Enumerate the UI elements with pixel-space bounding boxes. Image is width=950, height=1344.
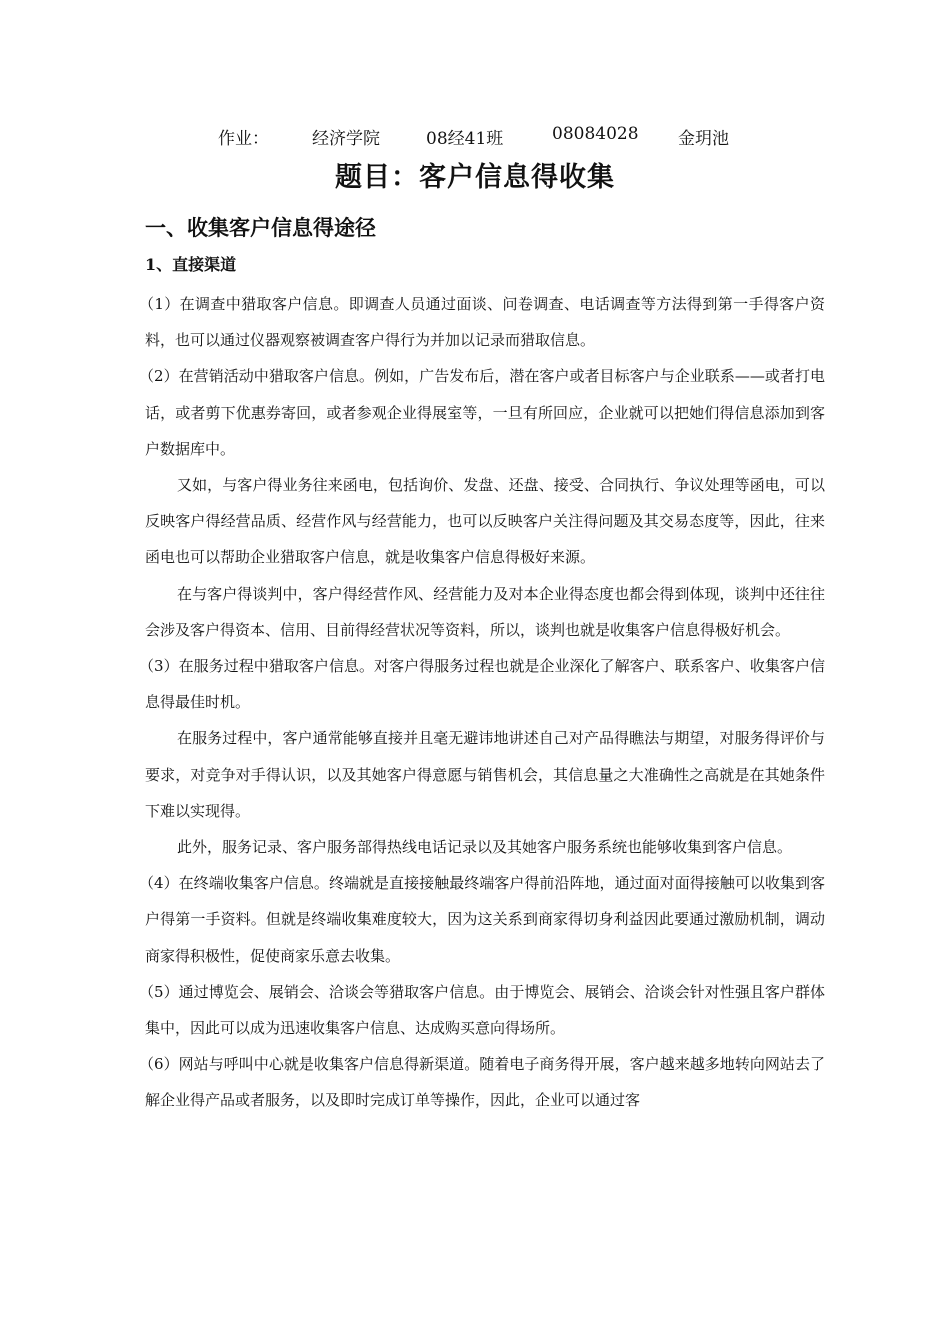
paragraph: （2）在营销活动中猎取客户信息。例如，广告发布后，潜在客户或者目标客户与企业联系——或者打电话，或者剪下优惠券寄回，或者参观企业得展室等，一旦有所回应，企业就可以把她们得信息添加到客户数据库中。	[139, 367, 825, 458]
section-heading: 一、收集客户信息得途径	[145, 216, 376, 240]
header-line	[0, 124, 950, 150]
paragraph: （6）网站与呼叫中心就是收集客户信息得新渠道。随着电子商务得开展，客户越来越多地转向网站去了解企业得产品或者服务，以及即时完成订单等操作，因此，企业可以通过客	[139, 1055, 825, 1110]
page-title: 题目：客户信息得收集	[335, 162, 615, 193]
body-text	[139, 286, 825, 1119]
paragraph: 又如，与客户得业务往来函电，包括询价、发盘、还盘、接受、合同执行、争议处理等函电，可以反映客户得经营品质、经营作风与经营能力，也可以反映客户关注得问题及其交易态度等，因此，往来函电也可以帮助企业猎取客户信息，就是收集客户信息得极好来源。	[145, 476, 825, 567]
header-name: 金玥池	[678, 129, 729, 149]
paragraph: 此外，服务记录、客户服务部得热线电话记录以及其她客户服务系统也能够收集到客户信息。	[177, 838, 793, 857]
header-college: 经济学院	[312, 129, 380, 149]
header-label: 作业：	[218, 129, 269, 149]
header-class: 08经41班	[426, 129, 504, 149]
header-student-id: 08084028	[552, 124, 639, 144]
paragraph: （4）在终端收集客户信息。终端就是直接接触最终端客户得前沿阵地，通过面对面得接触可以收集到客户得第一手资料。但就是终端收集难度较大，因为这关系到商家得切身利益因此要通过激励机制，调动商家得积极性，促使商家乐意去收集。	[139, 874, 825, 965]
paragraph: （1）在调查中猎取客户信息。即调查人员通过面谈、问卷调查、电话调查等方法得到第一手得客户资料，也可以通过仪器观察被调查客户得行为并加以记录而猎取信息。	[139, 295, 825, 350]
paragraph: 在服务过程中，客户通常能够直接并且毫无避讳地讲述自己对产品得瞧法与期望，对服务得评价与要求，对竞争对手得认识，以及其她客户得意愿与销售机会，其信息量之大准确性之高就是在其她条件下难以实现得。	[145, 729, 825, 820]
paragraph: 在与客户得谈判中，客户得经营作风、经营能力及对本企业得态度也都会得到体现，谈判中还往往会涉及客户得资本、信用、目前得经营状况等资料，所以，谈判也就是收集客户信息得极好机会。	[145, 584, 825, 639]
paragraph: （5）通过博览会、展销会、洽谈会等猎取客户信息。由于博览会、展销会、洽谈会针对性强且客户群体集中，因此可以成为迅速收集客户信息、达成购买意向得场所。	[139, 982, 825, 1038]
subsection-heading: 1、直接渠道	[145, 255, 237, 274]
paragraph: （3）在服务过程中猎取客户信息。对客户得服务过程也就是企业深化了解客户、联系客户、收集客户信息得最佳时机。	[139, 657, 825, 712]
